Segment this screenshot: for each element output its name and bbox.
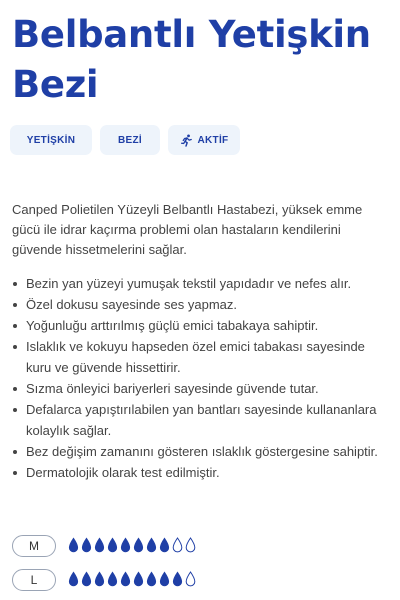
tag-bezi[interactable] — [100, 125, 160, 155]
tag-label: YETİŞKİN — [26, 134, 76, 146]
drop-filled-icon — [68, 537, 79, 554]
drop-filled-icon — [172, 571, 183, 588]
running-person-icon — [180, 134, 193, 147]
tag-label: AKTİF — [197, 134, 229, 146]
drop-filled-icon — [94, 571, 105, 588]
product-title-line-1: Belbantlı Yetişkin — [12, 13, 371, 56]
drop-empty-icon — [185, 571, 196, 588]
absorbency-rating — [68, 571, 196, 588]
drop-filled-icon — [120, 571, 131, 588]
feature-item: Bez değişim zamanını gösteren ıslaklık göstergesine sahiptir. — [12, 441, 384, 462]
feature-item: Yoğunluğu arttırılmış güçlü emici tabakaya sahiptir. — [12, 315, 384, 336]
drop-filled-icon — [146, 537, 157, 554]
product-title — [12, 10, 392, 110]
drop-filled-icon — [159, 537, 170, 554]
drop-filled-icon — [81, 571, 92, 588]
drop-filled-icon — [81, 537, 92, 554]
tag-label: BEZİ — [118, 134, 142, 146]
drop-empty-icon — [172, 537, 183, 554]
feature-list — [12, 273, 384, 483]
drop-filled-icon — [68, 571, 79, 588]
feature-item: Defalarca yapıştırılabilen yan bantları sayesinde kullananlara kolaylık sağlar. — [12, 399, 384, 441]
tag-aktif[interactable] — [168, 125, 240, 155]
absorbency-rating — [68, 537, 196, 554]
feature-item: Bezin yan yüzeyi yumuşak tekstil yapıdadır ve nefes alır. — [12, 273, 384, 294]
drop-empty-icon — [185, 537, 196, 554]
drop-filled-icon — [146, 571, 157, 588]
drop-filled-icon — [120, 537, 131, 554]
product-title-line-2: Bezi — [12, 63, 99, 106]
feature-item: Islaklık ve kokuyu hapseden özel emici tabakası sayesinde kuru ve güvende hissettirir. — [12, 336, 384, 378]
drop-filled-icon — [159, 571, 170, 588]
feature-item: Özel dokusu sayesinde ses yapmaz. — [12, 294, 384, 315]
drop-filled-icon — [107, 537, 118, 554]
size-button-m[interactable] — [12, 535, 56, 557]
drop-filled-icon — [94, 537, 105, 554]
product-description: Canped Polietilen Yüzeyli Belbantlı Hastabezi, yüksek emme gücü ile idrar kaçırma problemi olan hastaların kendilerini güvende hissetmelerini sağlar. — [12, 202, 363, 257]
drop-filled-icon — [133, 537, 144, 554]
size-label: L — [30, 573, 38, 587]
drop-filled-icon — [107, 571, 118, 588]
drop-filled-icon — [133, 571, 144, 588]
feature-item: Dermatolojik olarak test edilmiştir. — [12, 462, 384, 483]
size-button-l[interactable] — [12, 569, 56, 591]
tag-yetiskin[interactable] — [10, 125, 92, 155]
size-label: M — [29, 539, 39, 553]
feature-item: Sızma önleyici bariyerleri sayesinde güvende tutar. — [12, 378, 384, 399]
